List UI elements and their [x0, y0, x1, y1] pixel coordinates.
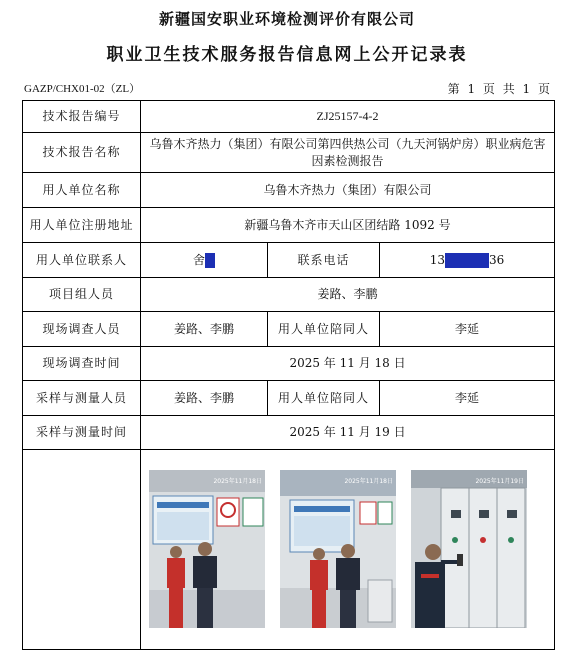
row-leader: [23, 278, 555, 312]
company-name: 新疆国安职业环境检测评价有限公司: [158, 10, 415, 28]
label-phone: 联系电话: [268, 243, 380, 278]
record-table: [22, 100, 555, 650]
row-survey-time: [23, 347, 555, 381]
value-leader: 姜路、李鹏: [141, 278, 555, 312]
label-survey-time: 现场调查时间: [23, 347, 141, 381]
value-survey-time: 2025 年 11 月 18 日: [141, 347, 555, 381]
row-contact: [23, 243, 555, 278]
label-employer: 用人单位名称: [23, 173, 141, 208]
site-photo-3: [411, 470, 527, 628]
value-report-name: 乌鲁木齐热力（集团）有限公司第四供热公司（九天河锅炉房）职业病危害因素检测报告: [141, 133, 555, 173]
redaction-block: [445, 253, 489, 268]
row-report-no: [23, 101, 555, 133]
form-code: GAZP/CHX01-02（ZL）: [24, 83, 141, 95]
label-report-name: 技术报告名称: [23, 133, 141, 173]
row-photos: [23, 450, 555, 650]
contact-name-visible: 舍: [192, 252, 205, 267]
label-survey-staff: 现场调查人员: [23, 312, 141, 347]
value-contact-name: [141, 243, 268, 278]
phone-prefix: 13: [429, 252, 446, 267]
row-sampling-time: [23, 416, 555, 450]
row-report-name: [23, 133, 555, 173]
row-survey-staff: [23, 312, 555, 347]
document-title: 职业卫生技术服务报告信息网上公开记录表: [106, 45, 468, 65]
photo-timestamp: 2025年11月19日: [475, 478, 524, 485]
redaction-block: [205, 253, 215, 268]
value-sampling-time: 2025 年 11 月 19 日: [141, 416, 555, 450]
value-survey-staff: 姜路、李鹏: [141, 312, 268, 347]
photo-scene: [149, 470, 265, 628]
photo-cell: [141, 450, 555, 650]
value-phone: [380, 243, 555, 278]
value-survey-accomp: 李延: [380, 312, 555, 347]
label-sampling-time: 采样与测量时间: [23, 416, 141, 450]
value-report-no: ZJ25157-4-2: [141, 101, 555, 133]
row-sampling-staff: [23, 381, 555, 416]
label-survey-accomp: 用人单位陪同人: [268, 312, 380, 347]
row-address: [23, 208, 555, 243]
photo-scene: [280, 470, 396, 628]
value-address: 新疆乌鲁木齐市天山区团结路 1092 号: [141, 208, 555, 243]
photo-timestamp: 2025年11月18日: [213, 478, 262, 485]
value-sampling-accomp: 李延: [380, 381, 555, 416]
label-sampling-accomp: 用人单位陪同人: [268, 381, 380, 416]
label-report-no: 技术报告编号: [23, 101, 141, 133]
label-contact: 用人单位联系人: [23, 243, 141, 278]
photo-label-cell: [23, 450, 141, 650]
label-address: 用人单位注册地址: [23, 208, 141, 243]
label-sampling-staff: 采样与测量人员: [23, 381, 141, 416]
photo-scene: [411, 470, 527, 628]
photo-timestamp: 2025年11月18日: [344, 478, 393, 485]
row-employer: [23, 173, 555, 208]
page-info: 第 1 页 共 1 页: [447, 82, 552, 96]
value-employer: 乌鲁木齐热力（集团）有限公司: [141, 173, 555, 208]
site-photo-1: [149, 470, 265, 628]
label-leader: 项目组人员: [23, 278, 141, 312]
phone-suffix: 36: [489, 252, 505, 267]
site-photo-2: [280, 470, 396, 628]
value-sampling-staff: 姜路、李鹏: [141, 381, 268, 416]
